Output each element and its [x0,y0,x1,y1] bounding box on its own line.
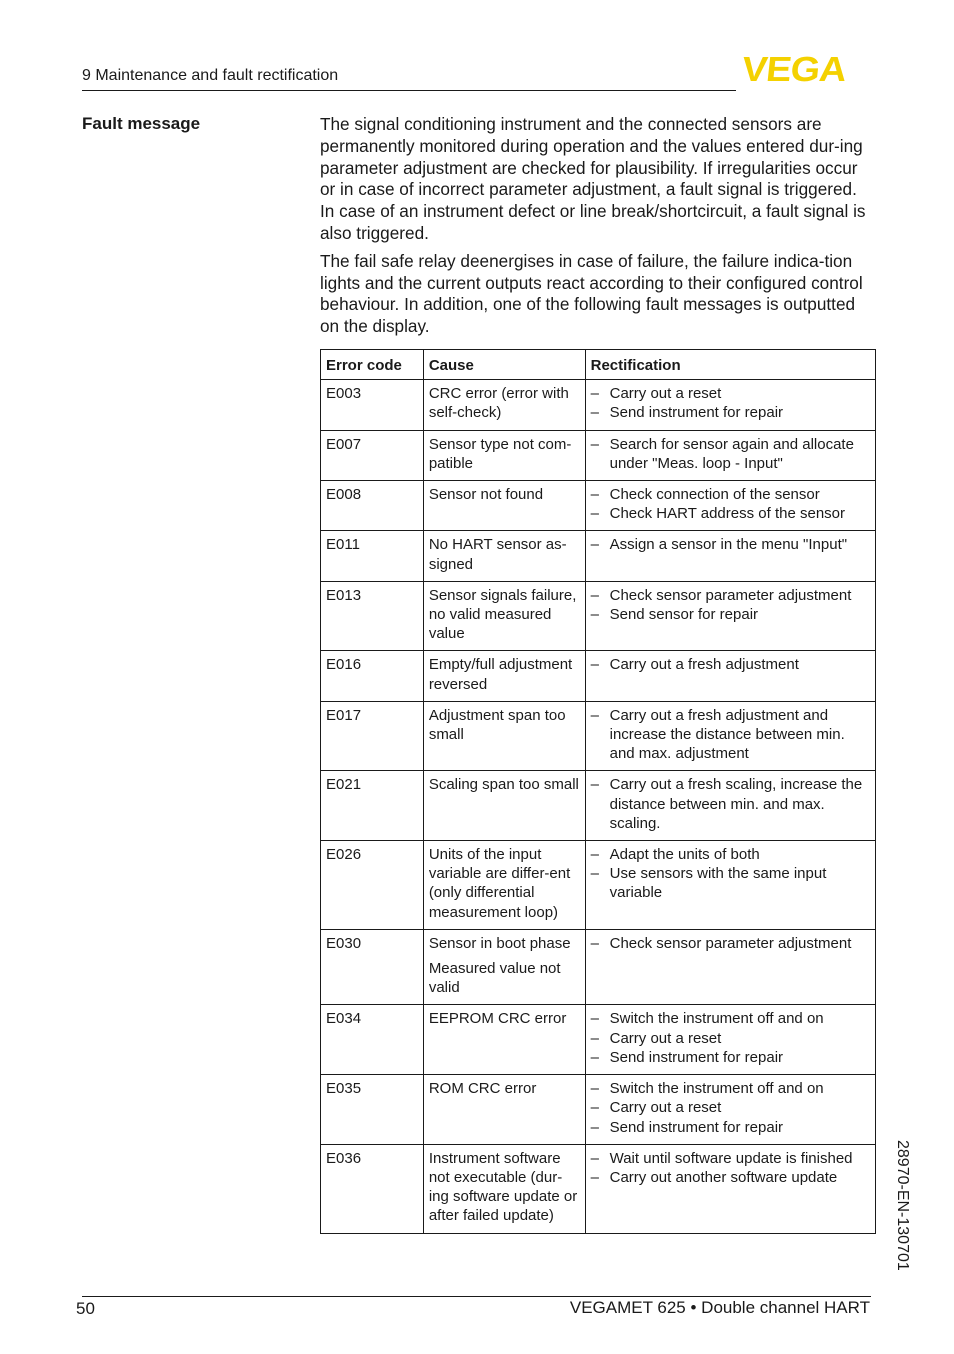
rectification-cell [585,1005,875,1075]
vega-logo: VEGA [739,50,848,90]
cause-cell [423,481,585,531]
cause-cell [423,430,585,480]
cause-text: Sensor not found [428,486,544,504]
cause-cell [423,1144,585,1233]
table-row [321,481,876,531]
cause-text: CRC error (error with self-check) [428,385,569,422]
rectification-item [591,934,870,953]
rectification-cell [585,481,875,531]
rectification-item [591,655,870,674]
table-row [321,929,876,1005]
dash-bullet: – [590,486,599,504]
rectification-text: Check HART address of the sensor [609,505,846,523]
rectification-text: Carry out a fresh scaling, increase the distance between min. and max. scaling. [609,776,863,832]
cause-text: Sensor in boot phase [428,934,571,952]
dash-bullet: – [590,1029,599,1047]
rectification-cell [585,1075,875,1145]
rectification-cell [585,651,875,701]
error-code-cell: E007 [321,430,424,480]
error-code-cell: E036 [321,1144,424,1233]
dash-bullet: – [590,1048,599,1066]
table-row [321,771,876,841]
cause-cell [423,531,585,581]
cause-cell [423,929,585,1005]
cause-text: Sensor type not com-patible [428,435,572,472]
rectification-item [591,1098,870,1117]
cause-text: Adjustment span too small [428,706,566,744]
fault-message-heading: Fault message [82,114,201,133]
cause-text: EEPROM CRC error [428,1010,567,1028]
rectification-text: Assign a sensor in the menu "Input" [609,536,848,554]
footer-title: VEGAMET 625 • Double channel HART [569,1298,870,1317]
dash-bullet: – [590,934,599,952]
table-row [321,841,876,930]
rectification-cell [585,771,875,841]
rectification-text: Carry out a reset [609,385,722,403]
rectification-text: Check connection of the sensor [609,486,820,504]
rectification-text: Send instrument for repair [609,1118,784,1136]
rectification-text: Use sensors with the same input variable [609,865,827,902]
dash-bullet: – [590,1010,599,1028]
rectification-cell [585,701,875,771]
rectification-cell [585,1144,875,1233]
error-code-cell: E017 [321,701,424,771]
paragraph: The fail safe relay deenergises in case of failure, the failure indica-tion lights and the current outputs react according to their configured control behaviour. In addition, one of the following fault messages is outputted on the display. [320,250,863,337]
column-header-error-code: Error code [321,350,424,380]
table-row [321,1005,876,1075]
rectification-item [591,384,870,403]
error-code-cell: E008 [321,481,424,531]
dash-bullet: – [590,404,599,422]
cause-text: No HART sensor as-signed [428,536,567,573]
dash-bullet: – [590,865,599,883]
rectification-text: Carry out a fresh adjustment [609,656,799,674]
rectification-text: Send instrument for repair [609,1048,784,1066]
cause-text: Instrument software not executable (dur-ing software update or after failed update) [428,1149,578,1225]
rectification-item [591,706,870,764]
rectification-item [591,845,870,864]
cause-cell [423,841,585,930]
rectification-item [591,535,870,554]
rectification-item [591,864,870,902]
rectification-text: Send instrument for repair [609,404,784,422]
rectification-item [591,1048,870,1067]
rectification-text: Wait until software update is finished [609,1149,853,1167]
page-number: 50 [76,1299,95,1318]
rectification-cell [585,841,875,930]
dash-bullet: – [590,536,599,554]
rectification-cell [585,430,875,480]
dash-bullet: – [590,1099,599,1117]
table-row [321,430,876,480]
rectification-item [591,1118,870,1137]
cause-cell [423,1075,585,1145]
error-code-cell: E035 [321,1075,424,1145]
table-row [321,651,876,701]
rectification-item [591,586,870,605]
rectification-cell [585,531,875,581]
error-code-cell: E013 [321,581,424,651]
rectification-text: Carry out another software update [609,1168,838,1186]
rectification-text: Adapt the units of both [609,846,760,864]
rectification-text: Carry out a reset [609,1029,722,1047]
table-row [321,531,876,581]
error-code-cell: E021 [321,771,424,841]
error-code-cell: E016 [321,651,424,701]
column-header-cause: Cause [423,350,585,380]
column-header-rectification: Rectification [585,350,875,380]
dash-bullet: – [590,776,599,794]
cause-cell [423,1005,585,1075]
dash-bullet: – [590,1149,599,1167]
footer-divider [82,1296,871,1297]
rectification-item [591,1149,870,1168]
rectification-text: Carry out a fresh adjustment and increase the distance between min. and max. adjustment [609,706,845,763]
rectification-text: Carry out a reset [609,1099,722,1117]
cause-cell [423,380,585,430]
rectification-cell [585,380,875,430]
fault-table [320,349,876,1234]
cause-text: Scaling span too small [428,776,579,794]
rectification-item [591,504,870,523]
intro-text [320,114,868,344]
rectification-item [591,1168,870,1187]
rectification-text: Search for sensor again and allocate under "Meas. loop - Input" [609,435,854,472]
error-code-cell: E026 [321,841,424,930]
table-row [321,1144,876,1233]
error-code-cell: E011 [321,531,424,581]
table-row [321,701,876,771]
cause-text: Empty/full adjustment reversed [428,656,573,693]
rectification-item [591,605,870,624]
dash-bullet: – [590,586,599,604]
cause-text: Measured value not valid [428,960,561,997]
rectification-text: Check sensor parameter adjustment [609,934,852,952]
dash-bullet: – [590,435,599,453]
rectification-item [591,485,870,504]
error-code-cell: E030 [321,929,424,1005]
header-divider [82,90,736,91]
dash-bullet: – [590,846,599,864]
rectification-item [591,775,870,833]
dash-bullet: – [590,1168,599,1186]
fault-table-body [321,380,876,1233]
dash-bullet: – [590,1118,599,1136]
cause-cell [423,701,585,771]
cause-text: ROM CRC error [428,1080,537,1098]
rectification-item [591,1079,870,1098]
dash-bullet: – [590,706,599,724]
rectification-item [591,1029,870,1048]
error-code-cell: E034 [321,1005,424,1075]
rectification-text: Switch the instrument off and on [609,1080,824,1098]
section-title: 9 Maintenance and fault rectification [82,67,339,84]
rectification-text: Check sensor parameter adjustment [609,586,852,604]
dash-bullet: – [590,606,599,624]
dash-bullet: – [590,505,599,523]
rectification-cell [585,581,875,651]
rectification-item [591,435,870,473]
table-row [321,380,876,430]
table-header-row [321,350,876,380]
cause-text: Sensor signals failure, no valid measured value [428,586,577,643]
dash-bullet: – [590,656,599,674]
error-code-cell: E003 [321,380,424,430]
paragraph: The signal conditioning instrument and the connected sensors are permanently monitored during operation and the values entered dur-ing parameter adjustment are checked for plausibility. If irregularities occur or in case of incorrect parameter adjustment, a fault signal is triggered. In case of an instrument defect or line break/shortcircuit, a fault signal is also triggered. [320,114,866,243]
table-row [321,581,876,651]
cause-cell [423,651,585,701]
dash-bullet: – [590,385,599,403]
cause-cell [423,771,585,841]
rectification-cell [585,929,875,1005]
rectification-item [591,403,870,422]
rectification-text: Switch the instrument off and on [609,1010,824,1028]
rectification-item [591,1009,870,1028]
cause-text: Units of the input variable are differ-ent (only differential measurement loop) [428,846,571,921]
rectification-text: Send sensor for repair [609,606,759,624]
cause-cell [423,581,585,651]
document-code: 28970-EN-130701 [894,1140,911,1271]
dash-bullet: – [590,1080,599,1098]
table-row [321,1075,876,1145]
